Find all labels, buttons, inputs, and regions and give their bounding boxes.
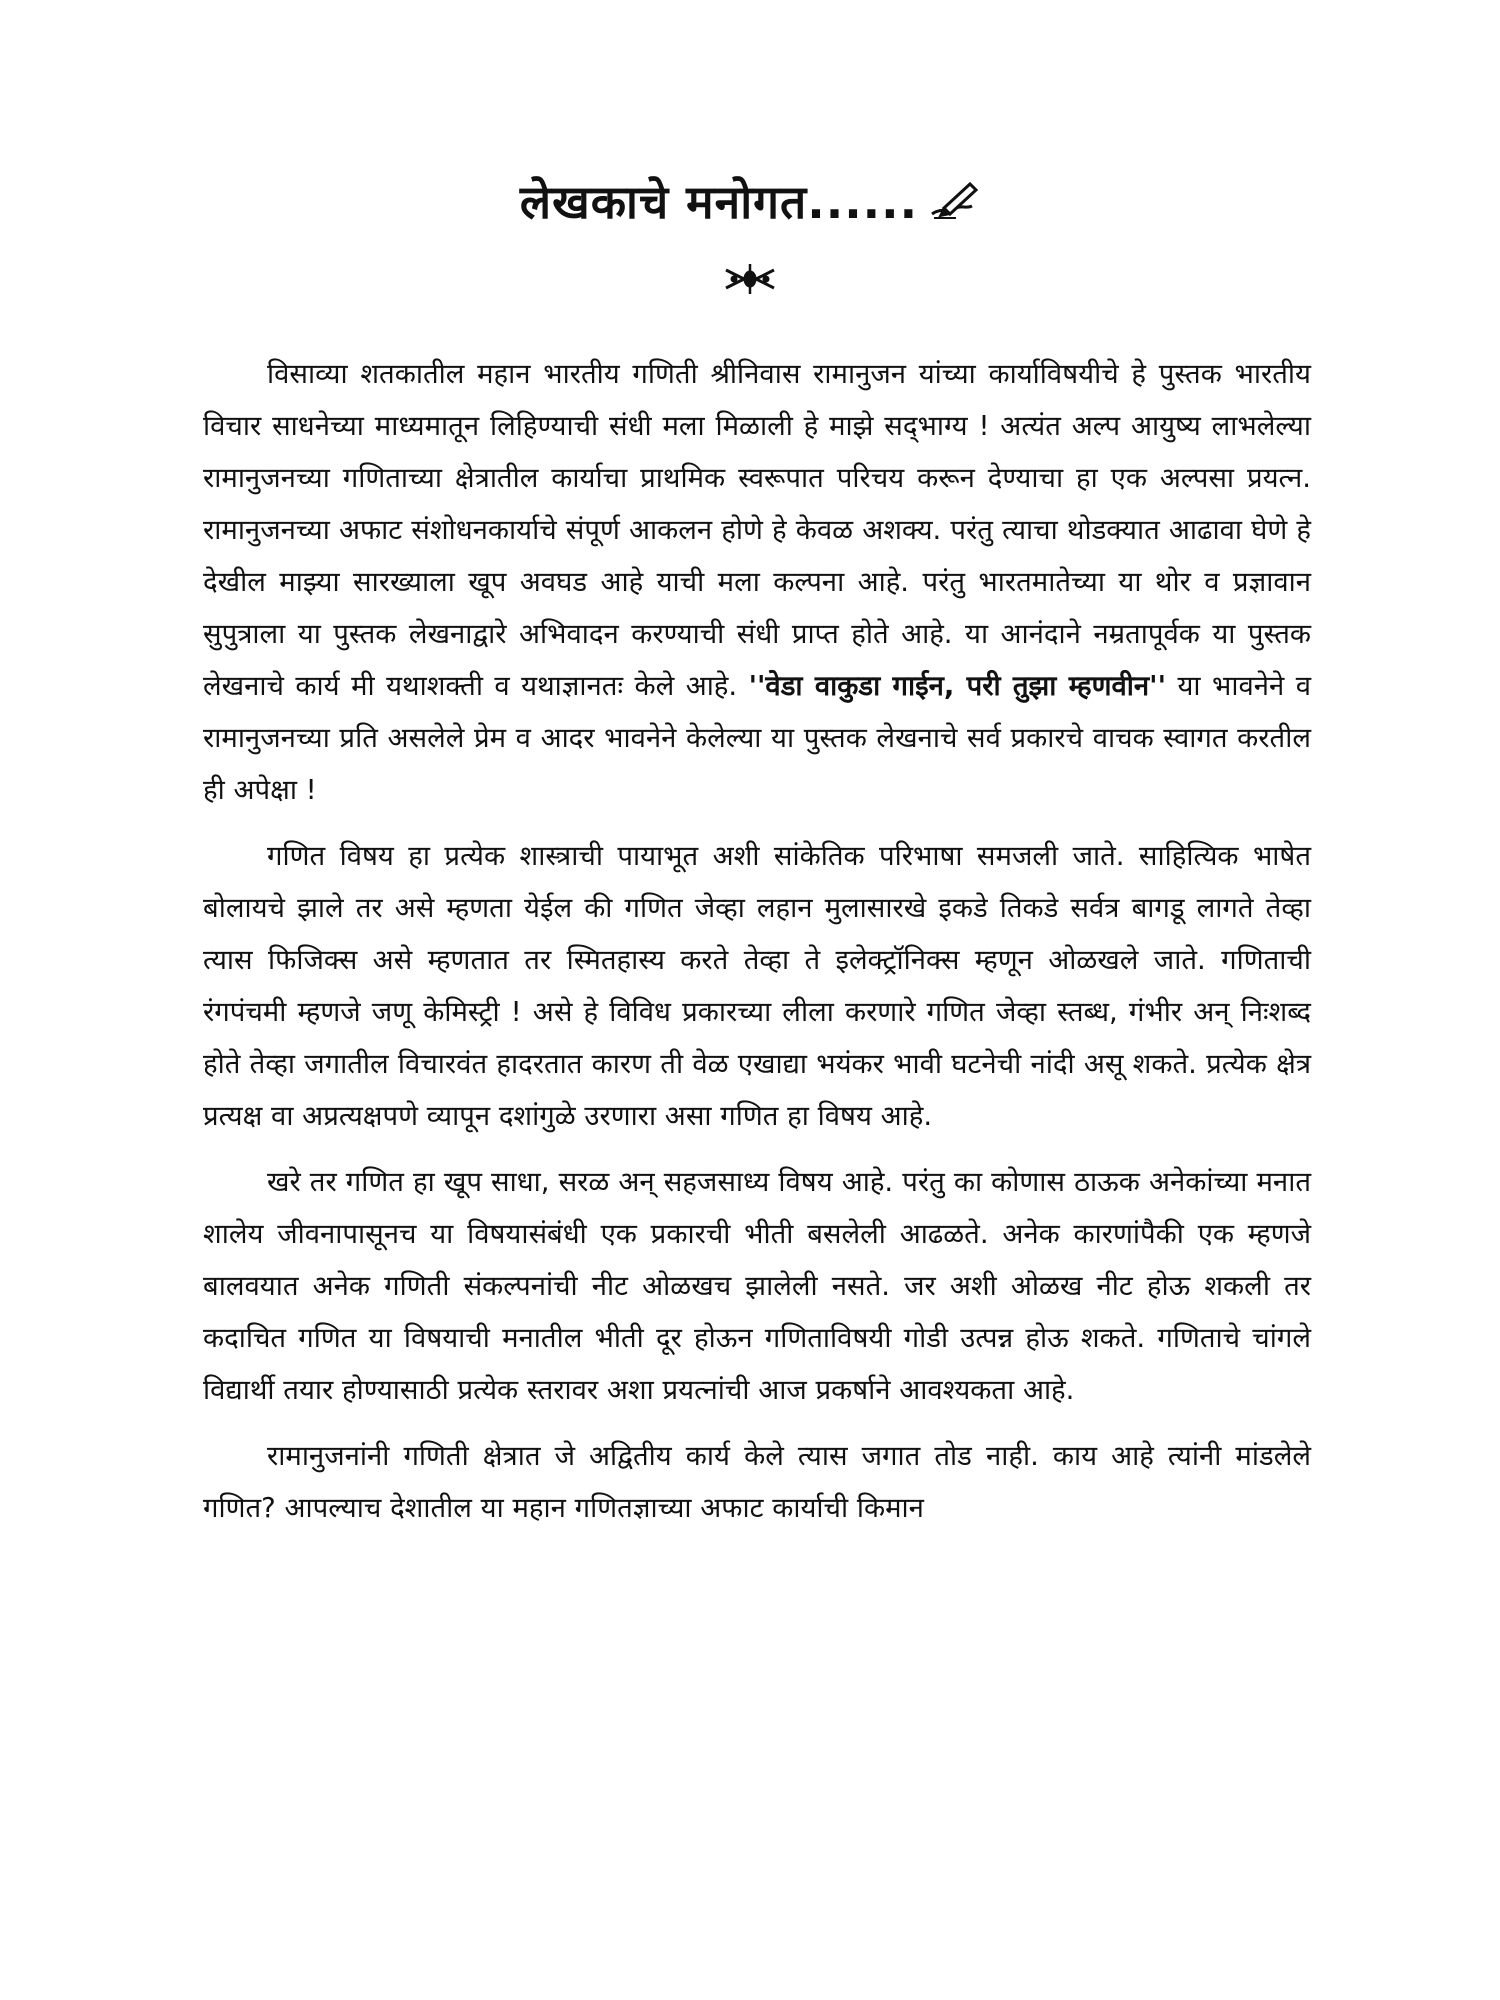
pen-writing-icon [926, 178, 980, 224]
paragraph-4: रामानुजनांनी गणिती क्षेत्रात जे अद्वितीय कार्य केले त्यास जगात तोड नाही. काय आहे त्यांनी मांडलेले गणित? आपल्याच देशातील या महान गणितज्ञाच्या अफाट कार्याची किमान [203, 1440, 1311, 1524]
paragraph-1 [203, 348, 1311, 816]
paragraph-3: खरे तर गणित हा खूप साधा, सरळ अन् सहजसाध्य विषय आहे. परंतु का कोणास ठाऊक अनेकांच्या मनात शालेय जीवनापासूनच या विषयासंबंधी एक प्रकारची भीती बसलेली आढळते. अनेक कारणांपैकी एक म्हणजे बालवयात अनेक गणिती संकल्पनांची नीट ओळखच झालेली नसते. जर अशी ओळख नीट होऊ शकली तर कदाचित गणित या विषयाची मनातील भीती दूर होऊन गणिताविषयी गोडी उत्पन्न होऊ शकते. गणिताचे चांगले विद्यार्थी तयार होण्यासाठी प्रत्येक स्तरावर अशा प्रयत्नांची आज प्रकर्षाने आवश्यकता आहे. [203, 1166, 1311, 1406]
paragraph-2: गणित विषय हा प्रत्येक शास्त्राची पायाभूत अशी सांकेतिक परिभाषा समजली जाते. साहित्यिक भाषेत बोलायचे झाले तर असे म्हणता येईल की गणित जेव्हा लहान मुलासारखे इकडे तिकडे सर्वत्र बागडू लागते तेव्हा त्यास फिजिक्स असे म्हणतात तर स्मितहास्य करते तेव्हा ते इलेक्ट्रॉनिक्स म्हणून ओळखले जाते. गणिताची रंगपंचमी म्हणजे जणू केमिस्ट्री ! असे हे विविध प्रकारच्या लीला करणारे गणित जेव्हा स्तब्ध, गंभीर अन् निःशब्द होते तेव्हा जगातील विचारवंत हादरतात कारण ती वेळ एखाद्या भयंकर भावी घटनेची नांदी असू शकते. प्रत्येक क्षेत्र प्रत्यक्ष वा अप्रत्यक्षपणे व्यापून दशांगुळे उरणारा असा गणित हा विषय आहे. [203, 840, 1311, 1132]
paragraph-1-quote: ''वेडा वाकुडा गाईन, परी तुझा म्हणवीन'' [748, 670, 1167, 702]
floral-ornament-icon [0, 262, 1500, 300]
page-title: लेखकाचे मनोगत...... [519, 175, 919, 229]
body-text [203, 348, 1311, 1540]
paragraph-1-text-end: या भावनेने व रामानुजनच्या प्रति असलेले प्रेम व आदर भावनेने केलेल्या या पुस्तक लेखनाचे सर्व प्रकारचे वाचक स्वागत करतील ही अपेक्षा ! [203, 670, 1312, 806]
heading-row [0, 170, 1500, 232]
paragraph-1-text: विसाव्या शतकातील महान भारतीय गणिती श्रीनिवास रामानुजन यांच्या कार्याविषयीचे हे पुस्तक भारतीय विचार साधनेच्या माध्यमातून लिहिण्याची संधी मला मिळाली हे माझे सद्‌भाग्य ! अत्यंत अल्प आयुष्य लाभलेल्या रामानुजनच्या गणिताच्या क्षेत्रातील कार्याचा प्राथमिक स्वरूपात परिचय करून देण्याचा हा एक अल्पसा प्रयत्न. रामानुजनच्या अफाट संशोधनकार्याचे संपूर्ण आकलन होणे हे केवळ अशक्य. परंतु त्याचा थोडक्यात आढावा घेणे हे देखील माझ्या सारख्याला खूप अवघड आहे याची मला कल्पना आहे. परंतु भारतमातेच्या या थोर व प्रज्ञावान सुपुत्राला या पुस्तक लेखनाद्वारे अभिवादन करण्याची संधी प्राप्त होते आहे. या आनंदाने नम्रतापूर्वक या पुस्तक लेखनाचे कार्य मी यथाशक्ती व यथाज्ञानतः केले आहे. [203, 358, 1311, 702]
